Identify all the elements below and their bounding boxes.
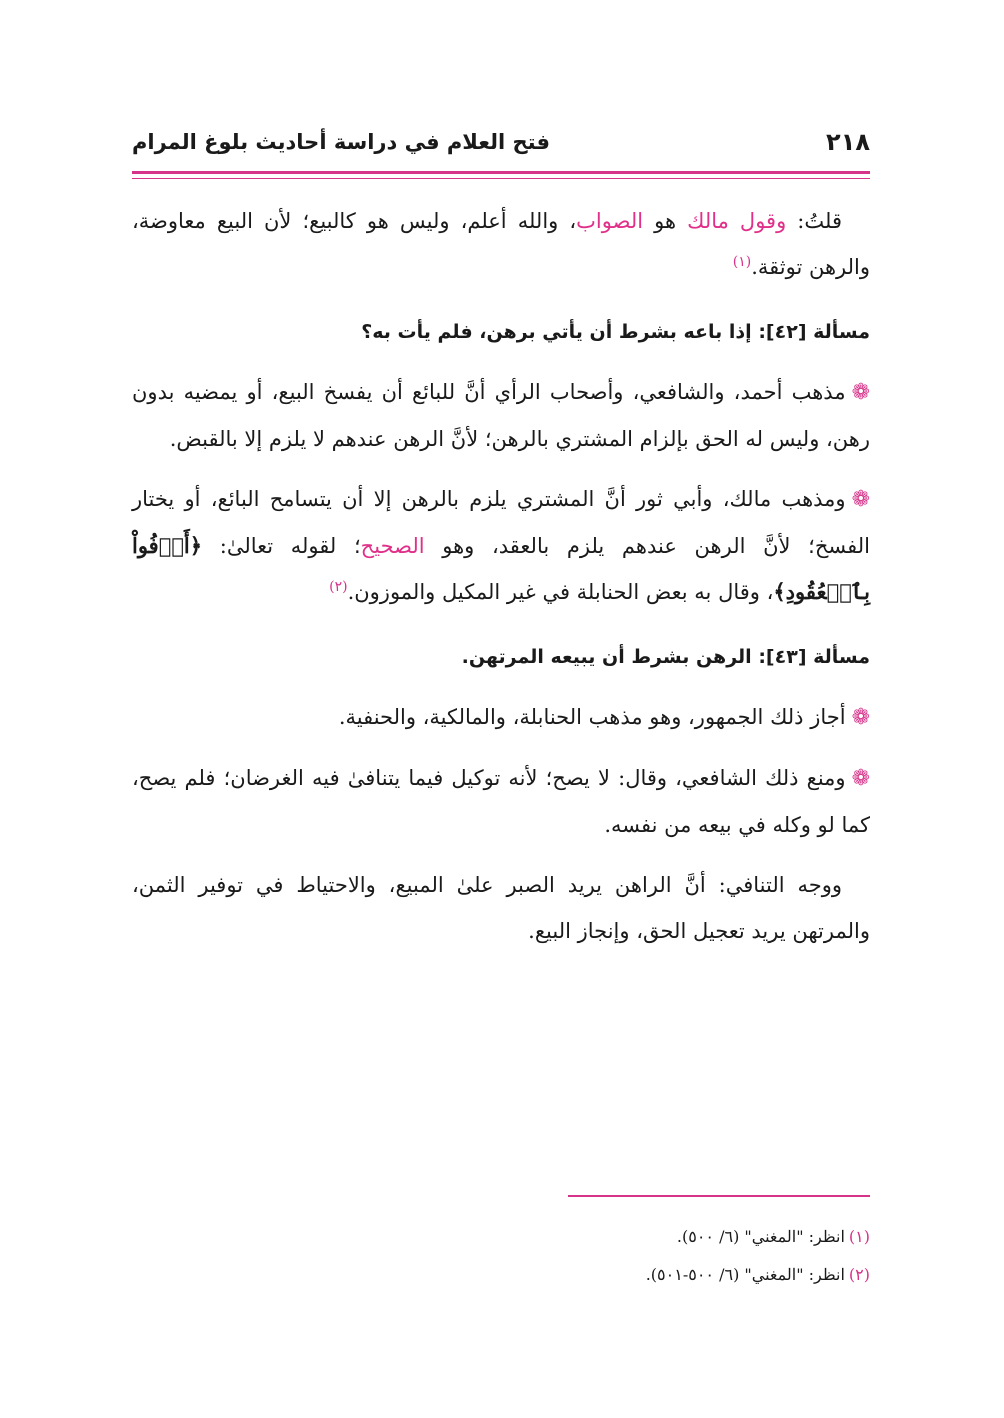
paragraph-text: قلتُ: xyxy=(786,209,842,233)
flower-icon: ❁ xyxy=(851,380,870,405)
paragraph-text: مذهب أحمد، والشافعي، وأصحاب الرأي أنَّ للبائع أن يفسخ البيع، أو يمضيه بدون رهن، وليس له الحق بإلزام المشتري بالرهن؛ لأنَّ الرهن عندهم لا يلزم إلا بالقبض. xyxy=(132,380,870,451)
paragraph-opinion xyxy=(132,369,870,462)
paragraph-opinion xyxy=(132,755,870,848)
footnote-item xyxy=(132,1256,870,1294)
header-rule-thin xyxy=(132,178,870,179)
footnote-marker[interactable]: (١) xyxy=(732,254,752,270)
footnotes xyxy=(132,1218,870,1294)
quran-verse: ﴿أَوۡفُواْ بِٱلۡعُقُودِ﴾ xyxy=(132,533,870,604)
page-number: ٢١٨ xyxy=(826,128,870,156)
flower-icon: ❁ xyxy=(851,766,870,791)
footnote-text: انظر: "المغني" (٦/ ٥٠٠). xyxy=(676,1227,845,1246)
flower-icon: ❁ xyxy=(851,487,870,512)
paragraph-opinion xyxy=(132,694,870,741)
paragraph-text: ، وقال به بعض الحنابلة في غير المكيل والموزون. xyxy=(347,580,774,604)
footnote-marker[interactable]: (٢) xyxy=(329,579,348,595)
paragraph-text: ووجه التنافي: أنَّ الراهن يريد الصبر علىٰ المبيع، والاحتياط في توفير الثمن، والمرتهن يريد تعجيل الحق، وإنجاز البيع. xyxy=(132,873,870,943)
highlighted-text: الصواب xyxy=(576,209,644,233)
highlighted-text: الصحيح xyxy=(360,534,425,558)
header-rule-thick xyxy=(132,171,870,174)
paragraph-text: ، والله أعلم، وليس هو كالبيع؛ لأن البيع معاوضة، والرهن توثقة. xyxy=(132,209,870,279)
issue-title: الرهن بشرط أن يبيعه المرتهن. xyxy=(461,646,759,668)
book-title: فتح العلام في دراسة أحاديث بلوغ المرام xyxy=(132,130,550,154)
footnote-number: (١) xyxy=(848,1227,870,1246)
paragraph-text: هو xyxy=(643,209,688,233)
paragraph-text: ومنع ذلك الشافعي، وقال: لا يصح؛ لأنه توكيل فيما يتنافىٰ فيه الغرضان؛ فلم يصح، كما لو وكله في بيعه من نفسه. xyxy=(132,766,870,837)
flower-icon: ❁ xyxy=(851,705,870,730)
footnote-item xyxy=(132,1218,870,1256)
footnote-number: (٢) xyxy=(848,1265,870,1284)
paragraph-opinion xyxy=(132,476,870,615)
paragraph-opinion xyxy=(132,198,870,290)
paragraph-text: ومذهب مالك، وأبي ثور أنَّ المشتري يلزم بالرهن إلا أن يتسامح البائع، أو يختار الفسخ؛ لأنَّ الرهن عندهم يلزم بالعقد، وهو xyxy=(132,487,870,558)
paragraph-text: ؛ لقوله تعالىٰ: xyxy=(202,534,361,558)
paragraph-text: أجاز ذلك الجمهور، وهو مذهب الحنابلة، والمالكية، والحنفية. xyxy=(338,705,846,729)
issue-heading-42 xyxy=(132,308,870,355)
issue-label: مسألة [٤٢]: xyxy=(758,321,870,343)
page-body xyxy=(132,198,870,954)
issue-label: مسألة [٤٣]: xyxy=(758,646,870,668)
footnote-separator xyxy=(568,1195,870,1197)
issue-title: إذا باعه بشرط أن يأتي برهن، فلم يأت به؟ xyxy=(361,321,759,343)
footnote-text: انظر: "المغني" (٦/ ٥٠٠-٥٠١). xyxy=(645,1265,845,1284)
page-header xyxy=(132,128,870,168)
issue-heading-43 xyxy=(132,633,870,680)
highlighted-text: وقول مالك xyxy=(687,209,787,233)
paragraph-explanation xyxy=(132,862,870,954)
